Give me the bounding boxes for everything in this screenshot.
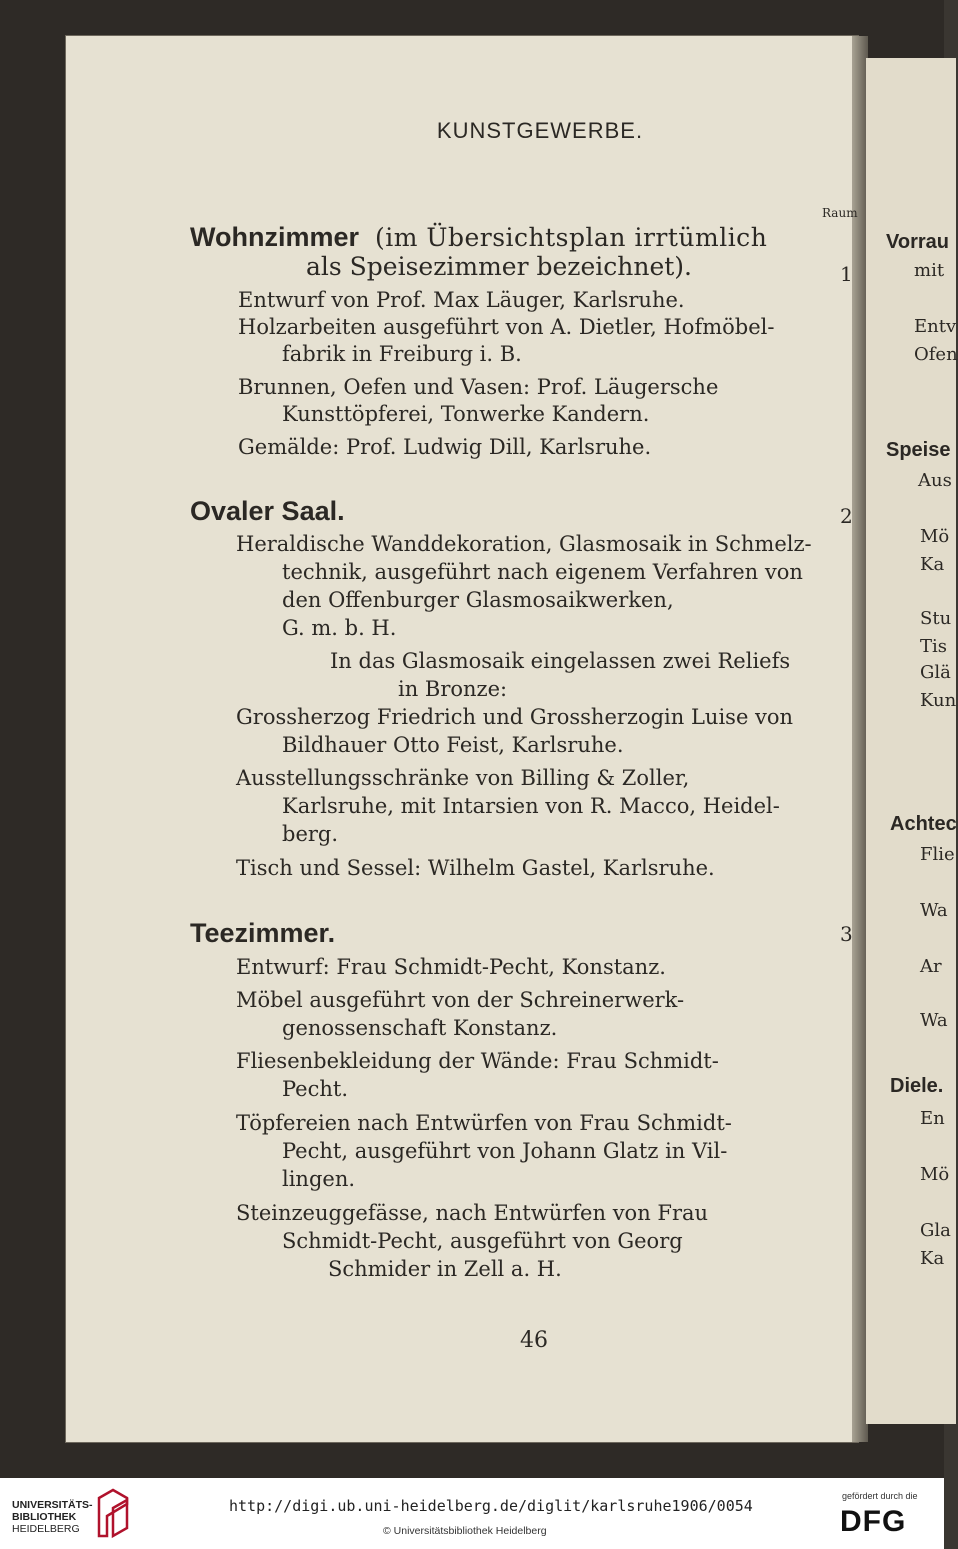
entry-line: In das Glasmosaik eingelassen zwei Reliefs	[330, 649, 791, 673]
facing-text: Glä	[920, 662, 951, 683]
entry-line: Kunsttöpferei, Tonwerke Kandern.	[282, 402, 650, 426]
facing-text: Wa	[920, 900, 948, 921]
sponsor-label: gefördert durch die	[842, 1491, 918, 1501]
section-heading: Teezimmer.	[190, 918, 336, 948]
entry-line: Brunnen, Oefen und Vasen: Prof. Läugersche	[238, 375, 719, 399]
facing-text: Ofen	[914, 344, 958, 365]
facing-text: Stu	[920, 608, 952, 629]
facing-text: Achtec	[890, 813, 957, 835]
facing-text: Entv	[914, 316, 957, 337]
page-number: 46	[520, 1328, 548, 1353]
entry-line: berg.	[282, 822, 339, 846]
room-number: 1	[840, 262, 853, 286]
section-heading-line	[190, 224, 767, 251]
library-line: UNIVERSITÄTS-	[12, 1499, 93, 1511]
facing-text: Wa	[920, 1010, 948, 1031]
facing-text: Diele.	[890, 1075, 944, 1097]
entry-line: technik, ausgeführt nach eigenem Verfahren von	[282, 560, 803, 584]
entry-line: Töpfereien nach Entwürfen von Frau Schmidt-	[236, 1111, 732, 1135]
entry-line: Steinzeuggefässe, nach Entwürfen von Frau	[236, 1201, 709, 1225]
entry-line: Tisch und Sessel: Wilhelm Gastel, Karlsruhe.	[236, 856, 715, 880]
room-number: 2	[840, 504, 853, 528]
entry-line: Fliesenbekleidung der Wände: Frau Schmidt-	[236, 1049, 719, 1073]
entry-line: Entwurf: Frau Schmidt-Pecht, Konstanz.	[236, 955, 666, 979]
running-head: KUNSTGEWERBE.	[436, 118, 644, 143]
entry-line: lingen.	[282, 1167, 356, 1191]
library-line: BIBLIOTHEK	[12, 1511, 77, 1523]
entry-line: G. m. b. H.	[282, 616, 397, 640]
facing-text: Mö	[920, 1164, 950, 1185]
facing-text: Kun	[920, 690, 957, 711]
library-logo-icon	[95, 1488, 131, 1538]
entry-line: in Bronze:	[398, 677, 508, 701]
facing-text: Tis	[920, 636, 947, 657]
facing-text: Flie	[920, 844, 955, 865]
library-line: HEIDELBERG	[12, 1523, 80, 1535]
facing-text: Ka	[920, 1248, 945, 1269]
facing-text: Aus	[918, 470, 952, 491]
copyright-text: © Universitätsbibliothek Heidelberg	[383, 1525, 547, 1537]
dfg-logo: DFG	[840, 1505, 907, 1538]
facing-text: Mö	[920, 526, 950, 547]
raum-label: Raum	[822, 206, 858, 220]
entry-line: Schmidt-Pecht, ausgeführt von Georg	[282, 1229, 683, 1253]
library-logo-text	[12, 1499, 93, 1535]
entry-line: Pecht, ausgeführt von Johann Glatz in Vil-	[282, 1139, 728, 1163]
entry-line: den Offenburger Glasmosaikwerken,	[282, 588, 674, 612]
section-heading-rest: (im Übersichtsplan irrtümlich	[374, 223, 768, 252]
section-heading-cont: als Speisezimmer bezeichnet).	[306, 252, 692, 281]
section-heading: Wohnzimmer	[190, 222, 360, 252]
facing-text: En	[920, 1108, 945, 1129]
entry-line: Heraldische Wanddekoration, Glasmosaik in Schmelz-	[236, 532, 812, 556]
room-number: 3	[840, 922, 853, 946]
entry-line: Holzarbeiten ausgeführt von A. Dietler, Hofmöbel-	[238, 315, 775, 339]
facing-text: Ka	[920, 554, 945, 575]
entry-line: fabrik in Freiburg i. B.	[282, 342, 522, 366]
entry-line: Schmider in Zell a. H.	[328, 1257, 562, 1281]
facing-text: Ar	[920, 956, 942, 977]
facing-text: Gla	[920, 1220, 951, 1241]
entry-line: genossenschaft Konstanz.	[282, 1016, 558, 1040]
entry-line: Pecht.	[282, 1077, 349, 1101]
facing-text: Vorrau	[886, 231, 949, 253]
entry-line: Bildhauer Otto Feist, Karlsruhe.	[282, 733, 624, 757]
entry-line: Ausstellungsschränke von Billing & Zoller,	[236, 766, 690, 790]
entry-line: Möbel ausgeführt von der Schreinerwerk-	[236, 988, 685, 1012]
permalink-url[interactable]: http://digi.ub.uni-heidelberg.de/diglit/karlsruhe1906/0054	[229, 1497, 753, 1515]
entry-line: Entwurf von Prof. Max Läuger, Karlsruhe.	[238, 288, 685, 312]
facing-text: mit	[914, 260, 945, 281]
facing-text: Speise	[886, 439, 951, 461]
entry-line: Grossherzog Friedrich und Grossherzogin Luise von	[236, 705, 794, 729]
entry-line: Karlsruhe, mit Intarsien von R. Macco, Heidel-	[282, 794, 780, 818]
entry-line: Gemälde: Prof. Ludwig Dill, Karlsruhe.	[238, 435, 652, 459]
section-heading: Ovaler Saal.	[190, 496, 345, 526]
